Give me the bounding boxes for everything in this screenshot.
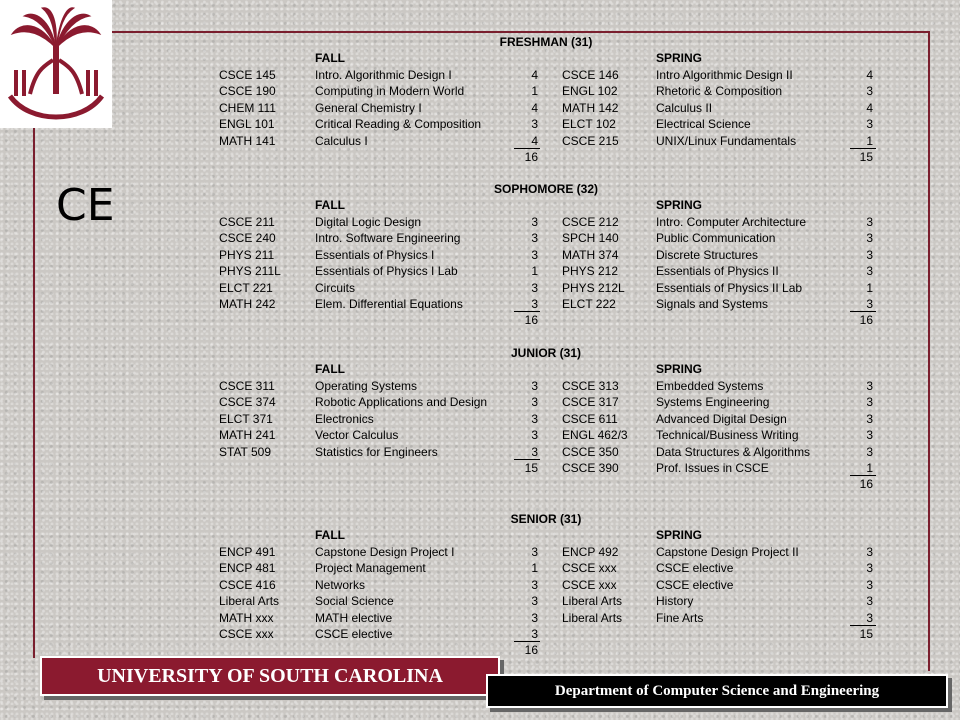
spring-course-code: CSCE 146: [562, 68, 619, 82]
fall-course-code: CSCE 416: [219, 577, 276, 592]
fall-course-credits: 3: [531, 280, 538, 295]
fall-course-credits: 4: [531, 133, 538, 148]
spring-course-title: Data Structures & Algorithms: [656, 444, 811, 459]
fall-heading: FALL: [315, 198, 345, 212]
year-heading: SOPHOMORE (32): [493, 182, 598, 196]
spring-course-credits: 3: [866, 594, 873, 609]
fall-course-title: Project Management: [315, 561, 426, 576]
spring-course-code: CSCE xxx: [562, 561, 617, 576]
spring-course-code: CSCE 390: [562, 461, 619, 475]
spring-course-credits: 4: [866, 68, 873, 82]
spring-heading: SPRING: [656, 51, 703, 65]
department-banner: [486, 674, 948, 708]
fall-course-title: Calculus I: [315, 133, 368, 148]
spring-course-credits: 3: [866, 428, 873, 443]
fall-course-code: ENCP 491: [219, 545, 276, 559]
spring-course-title: Signals and Systems: [656, 297, 769, 311]
fall-course-code: MATH 241: [219, 428, 276, 443]
spring-course-title: Rhetoric & Composition: [656, 84, 783, 99]
fall-course-code: ENGL 101: [219, 117, 275, 132]
spring-heading: SPRING: [656, 528, 703, 542]
year-heading: FRESHMAN (31): [499, 35, 593, 49]
fall-course-credits: 1: [531, 561, 538, 576]
fall-course-code: CHEM 111: [219, 100, 276, 115]
fall-course-code: PHYS 211L: [219, 264, 281, 279]
fall-course-title: Intro. Software Engineering: [315, 231, 461, 246]
fall-course-credits: 3: [531, 395, 538, 410]
fall-course-credits: 3: [531, 231, 538, 246]
fall-course-title: Elem. Differential Equations: [315, 297, 463, 311]
fall-course-code: ELCT 371: [219, 411, 273, 426]
palmetto-logo-icon: [0, 0, 112, 128]
fall-course-code: ELCT 221: [219, 280, 273, 295]
spring-course-title: Technical/Business Writing: [656, 428, 799, 443]
fall-course-code: STAT 509: [219, 444, 272, 459]
fall-course-title: General Chemistry I: [315, 100, 422, 115]
fall-course-title: Robotic Applications and Design: [315, 395, 488, 410]
spring-course-title: Capstone Design Project II: [656, 545, 799, 559]
year-heading: JUNIOR (31): [510, 346, 581, 360]
spring-course-title: Prof. Issues in CSCE: [656, 461, 769, 475]
fall-course-credits: 3: [531, 627, 538, 641]
spring-course-credits: 3: [866, 444, 873, 459]
spring-course-title: UNIX/Linux Fundamentals: [656, 133, 797, 148]
spring-course-credits: 3: [866, 247, 873, 262]
fall-course-code: MATH 242: [219, 297, 276, 311]
fall-course-title: Networks: [315, 577, 366, 592]
frame-left-line: [33, 128, 35, 658]
spring-course-credits: 1: [866, 461, 873, 475]
fall-course-title: Digital Logic Design: [315, 215, 422, 229]
fall-course-credits: 3: [531, 215, 538, 229]
university-name: UNIVERSITY OF SOUTH CAROLINA: [97, 664, 443, 687]
usc-logo: [0, 0, 112, 128]
fall-course-title: MATH elective: [315, 610, 393, 625]
spring-course-credits: 3: [866, 545, 873, 559]
spring-course-code: CSCE 215: [562, 133, 619, 148]
spring-total: 16: [859, 477, 873, 492]
spring-course-title: Discrete Structures: [656, 247, 759, 262]
spring-course-title: Systems Engineering: [656, 395, 770, 410]
fall-total: 16: [524, 643, 538, 658]
spring-course-code: MATH 374: [562, 247, 619, 262]
fall-course-credits: 3: [531, 379, 538, 393]
fall-course-credits: 3: [531, 428, 538, 443]
spring-course-credits: 3: [866, 264, 873, 279]
fall-course-credits: 3: [531, 610, 538, 625]
spring-course-credits: 3: [866, 561, 873, 576]
university-banner: [40, 656, 500, 696]
fall-course-credits: 3: [531, 577, 538, 592]
fall-course-title: Capstone Design Project I: [315, 545, 455, 559]
department-name: Department of Computer Science and Engineering: [554, 682, 880, 699]
spring-course-credits: 3: [866, 117, 873, 132]
spring-course-code: CSCE 611: [562, 411, 618, 426]
fall-course-credits: 3: [531, 594, 538, 609]
spring-course-code: CSCE 212: [562, 215, 619, 229]
spring-course-code: MATH 142: [562, 100, 619, 115]
spring-course-code: ENGL 462/3: [562, 428, 628, 443]
spring-course-code: CSCE 313: [562, 379, 619, 393]
spring-course-credits: 3: [866, 379, 873, 393]
spring-course-title: CSCE elective: [656, 561, 734, 576]
fall-course-credits: 1: [531, 84, 538, 99]
spring-course-code: Liberal Arts: [562, 610, 623, 625]
spring-course-title: Intro Algorithmic Design II: [656, 68, 793, 82]
fall-heading: FALL: [315, 528, 345, 542]
fall-course-code: CSCE 374: [219, 395, 276, 410]
page-title: CE: [56, 180, 115, 231]
fall-course-credits: 1: [531, 264, 538, 279]
fall-course-credits: 3: [531, 117, 538, 132]
spring-course-code: ENCP 492: [562, 545, 619, 559]
spring-heading: SPRING: [656, 362, 703, 376]
spring-course-credits: 3: [866, 395, 873, 410]
fall-course-credits: 4: [531, 100, 538, 115]
spring-course-title: Embedded Systems: [656, 379, 764, 393]
fall-total: 16: [524, 150, 538, 164]
fall-course-code: CSCE 145: [219, 68, 276, 82]
spring-course-credits: 3: [866, 411, 873, 426]
spring-course-title: Essentials of Physics II Lab: [656, 280, 803, 295]
spring-course-title: Intro. Computer Architecture: [656, 215, 807, 229]
fall-course-code: CSCE 311: [219, 379, 275, 393]
spring-total: 15: [859, 627, 873, 641]
fall-course-title: Electronics: [315, 411, 374, 426]
fall-course-credits: 3: [531, 444, 538, 459]
spring-course-code: SPCH 140: [562, 231, 619, 246]
spring-course-code: CSCE 350: [562, 444, 619, 459]
fall-course-title: Circuits: [315, 280, 356, 295]
fall-course-credits: 3: [531, 411, 538, 426]
spring-course-code: ELCT 102: [562, 117, 616, 132]
fall-course-code: CSCE 211: [219, 215, 275, 229]
spring-course-code: CSCE xxx: [562, 577, 617, 592]
spring-total: 15: [859, 150, 873, 164]
fall-course-credits: 3: [531, 545, 538, 559]
year-heading: SENIOR (31): [510, 512, 582, 526]
fall-course-code: CSCE xxx: [219, 627, 274, 641]
fall-course-title: Social Science: [315, 594, 394, 609]
fall-course-code: MATH 141: [219, 133, 276, 148]
spring-course-credits: 3: [866, 297, 873, 311]
fall-course-credits: 4: [531, 68, 538, 82]
spring-course-code: PHYS 212: [562, 264, 619, 279]
spring-course-code: PHYS 212L: [562, 280, 625, 295]
spring-course-code: Liberal Arts: [562, 594, 623, 609]
fall-course-code: MATH xxx: [219, 610, 274, 625]
fall-course-title: Statistics for Engineers: [315, 444, 438, 459]
spring-course-credits: 3: [866, 231, 873, 246]
spring-course-credits: 4: [866, 100, 873, 115]
spring-course-code: ELCT 222: [562, 297, 616, 311]
fall-course-title: Essentials of Physics I: [315, 247, 435, 262]
frame-top-line: [112, 31, 930, 33]
spring-course-title: Essentials of Physics II: [656, 264, 779, 279]
spring-course-credits: 1: [866, 280, 873, 295]
spring-course-title: Public Communication: [656, 231, 776, 246]
fall-total: 16: [524, 313, 538, 328]
fall-course-title: Critical Reading & Composition: [315, 117, 482, 132]
fall-course-title: Operating Systems: [315, 379, 418, 393]
spring-course-credits: 1: [866, 133, 873, 148]
spring-course-code: CSCE 317: [562, 395, 619, 410]
fall-course-code: Liberal Arts: [219, 594, 280, 609]
spring-course-credits: 3: [866, 84, 873, 99]
fall-course-title: Intro. Algorithmic Design I: [315, 68, 452, 82]
spring-course-title: Calculus II: [656, 100, 713, 115]
spring-course-credits: 3: [866, 215, 873, 229]
fall-course-title: CSCE elective: [315, 627, 393, 641]
spring-course-title: Advanced Digital Design: [656, 411, 787, 426]
fall-course-title: Computing in Modern World: [315, 84, 465, 99]
fall-course-code: CSCE 190: [219, 84, 276, 99]
fall-course-code: CSCE 240: [219, 231, 276, 246]
spring-course-title: History: [656, 594, 694, 609]
spring-course-title: Fine Arts: [656, 610, 704, 625]
spring-course-credits: 3: [866, 610, 873, 625]
spring-course-title: CSCE elective: [656, 577, 734, 592]
fall-course-title: Vector Calculus: [315, 428, 399, 443]
spring-course-credits: 3: [866, 577, 873, 592]
fall-course-code: PHYS 211: [219, 247, 275, 262]
fall-course-title: Essentials of Physics I Lab: [315, 264, 458, 279]
fall-course-code: ENCP 481: [219, 561, 276, 576]
fall-heading: FALL: [315, 51, 345, 65]
fall-course-credits: 3: [531, 297, 538, 311]
fall-course-credits: 3: [531, 247, 538, 262]
fall-total: 15: [524, 461, 538, 475]
fall-heading: FALL: [315, 362, 345, 376]
spring-course-title: Electrical Science: [656, 117, 751, 132]
spring-course-code: ENGL 102: [562, 84, 618, 99]
spring-heading: SPRING: [656, 198, 703, 212]
spring-total: 16: [859, 313, 873, 328]
